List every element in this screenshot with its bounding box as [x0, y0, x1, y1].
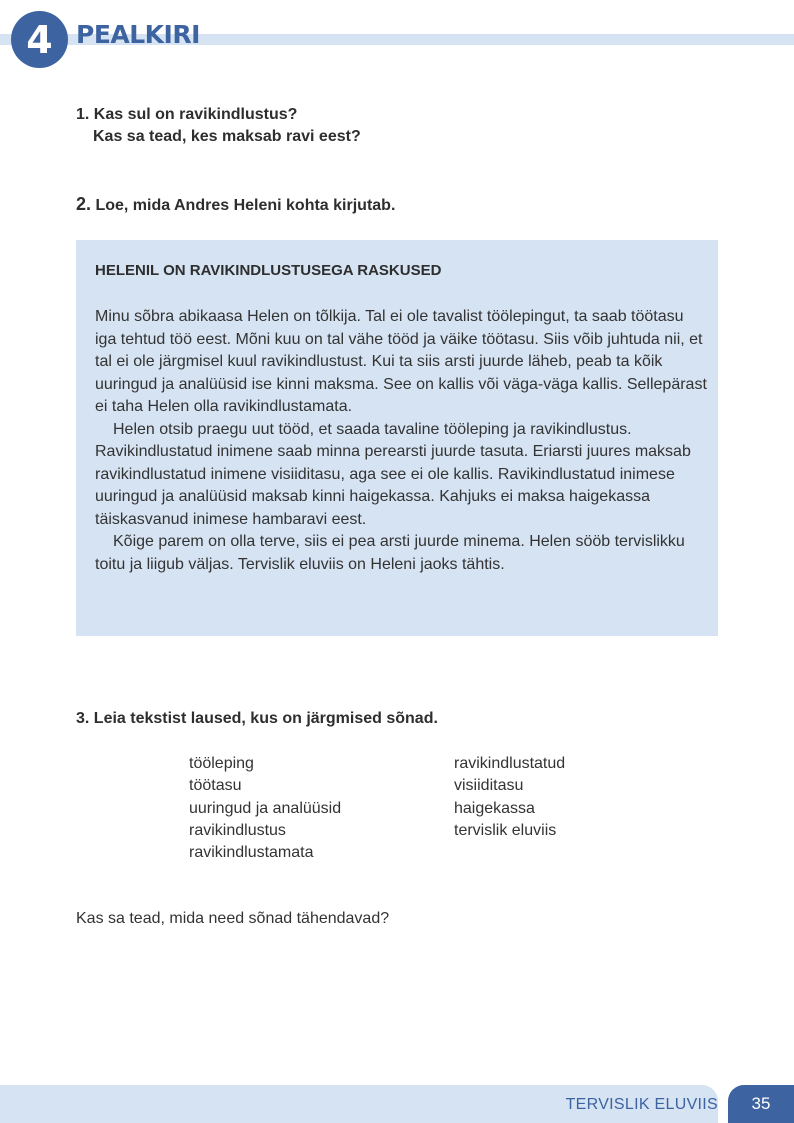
reading-paragraph: Helen otsib praegu uut tööd, et saada tavaline tööleping ja ravikindlustus. Ravikindlustatud inimene saab minna perearsti juurde tasuta. Eriarsti juures maksab ravikindlustatud inimene visiiditasu, aga see ei ole kallis. Ravikindlustatud inimese uuringud ja analüüsid maksab kinni haigekassa. Kahjuks ei maksa haigekassa täiskasvanud inimese hambaravi eest.: [95, 420, 691, 528]
task-2-instruction: Loe, mida Andres Heleni kohta kirjutab.: [95, 197, 396, 214]
word-item: haigekassa: [454, 799, 535, 817]
task-3: [76, 708, 438, 730]
section-label: TERVISLIK ELUVIIS: [565, 1096, 718, 1113]
word-item: visiiditasu: [454, 777, 524, 795]
word-list-column-1: [189, 753, 341, 864]
reading-box: [76, 240, 718, 636]
word-item: ravikindlustatud: [454, 755, 566, 772]
page-number: 35: [728, 1085, 794, 1123]
task-3-number: 3.: [76, 710, 90, 727]
word-item: uuringud ja analüüsid: [189, 799, 342, 817]
reading-text: [95, 306, 707, 576]
word-list-column-2: [454, 753, 565, 842]
task-1-line-1: [76, 104, 361, 126]
task-1: [76, 104, 361, 148]
follow-up-question: Kas sa tead, mida need sõnad tähendavad?: [76, 910, 390, 927]
word-item: töötasu: [189, 777, 242, 795]
task-2: [76, 193, 395, 217]
word-item: ravikindlustus: [189, 821, 286, 839]
task-3-instruction: Leia tekstist laused, kus on järgmised sõnad.: [93, 710, 438, 727]
task-2-number: 2.: [76, 194, 92, 214]
word-item: tervislik eluviis: [454, 821, 557, 839]
task-1-question-2: Kas sa tead, kes maksab ravi eest?: [93, 128, 361, 145]
word-item: tööleping: [189, 755, 254, 772]
reading-paragraph: Kõige parem on olla terve, siis ei pea arsti juurde minema. Helen sööb tervislikku toitu ja liigub väljas. Tervislik eluviis on Heleni jaoks tähtis.: [95, 533, 685, 573]
chapter-number-badge: 4: [11, 11, 68, 68]
word-item: ravikindlustamata: [189, 844, 314, 862]
reading-title: HELENIL ON RAVIKINDLUSTUSEGA RASKUSED: [95, 262, 442, 279]
task-1-question-1: Kas sul on ravikindlustus?: [93, 106, 298, 123]
reading-paragraph: Minu sõbra abikaasa Helen on tõlkija. Tal ei ole tavalist töölepingut, ta saab töötasu iga tehtud töö eest. Mõni kuu on tal vähe tööd ja väike töötasu. Siis võib juhtuda nii, et tal ei ole järgmisel kuul ravikindlustust. Kui ta siis arsti juurde läheb, peab ta kõik uuringud ja analüüsid ise kinni maksma. See on kallis või väga-väga kallis. Sellepärast ei taha Helen olla ravikindlustamata.: [95, 308, 707, 415]
task-1-number: 1.: [76, 106, 90, 123]
footer-bar: [0, 1085, 718, 1123]
page-title: PEALKIRI: [76, 20, 200, 49]
